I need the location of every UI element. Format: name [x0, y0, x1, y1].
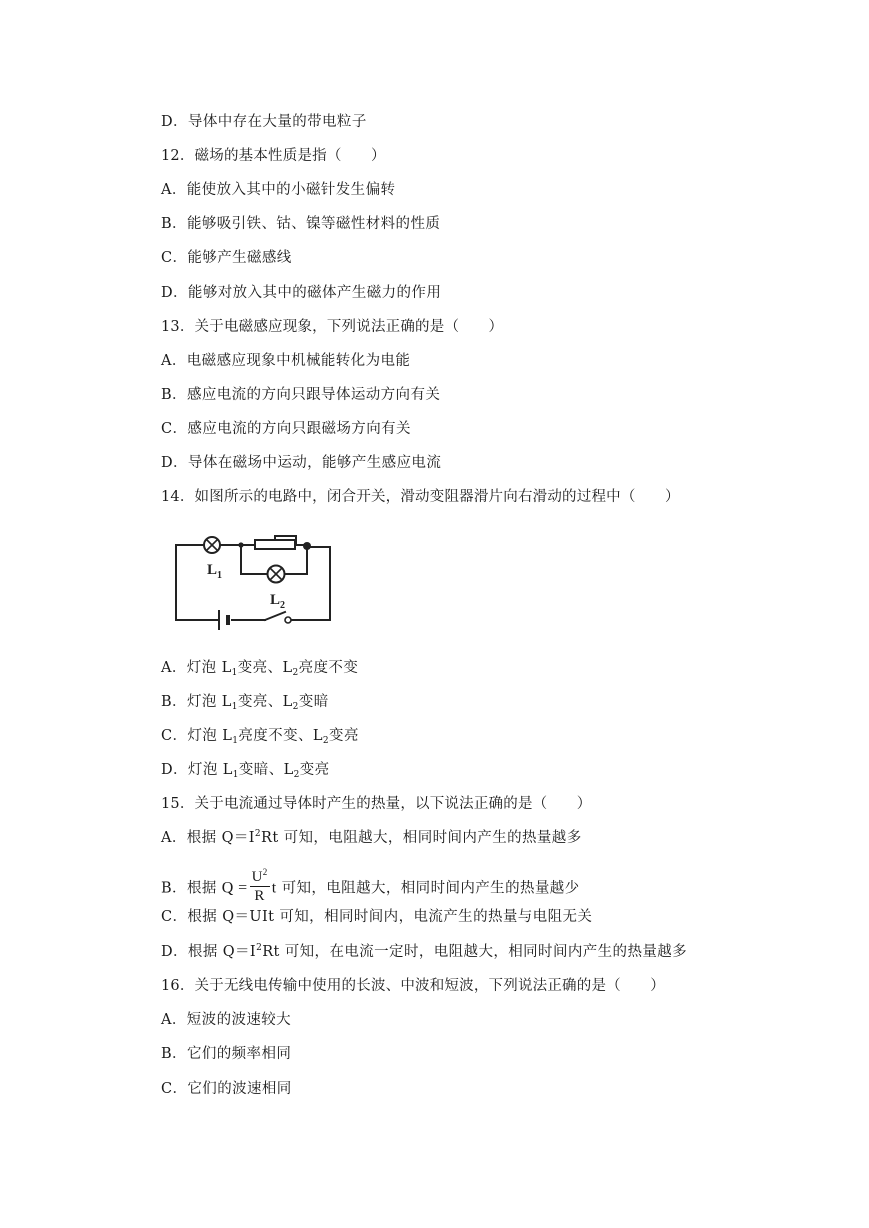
q15-stem: 15．关于电流通过导体时产生的热量，以下说法正确的是（ ）	[161, 796, 592, 812]
q16-option-a: A．短波的波速较大	[161, 1012, 292, 1028]
lamp-l1-sub: 1	[217, 570, 222, 581]
rheostat-icon	[255, 540, 295, 549]
q14-option-b: B．灯泡 $L_1$变亮、$L_2$变暗	[161, 694, 329, 712]
q14-stem: 14．如图所示的电路中，闭合开关，滑动变阻器滑片向右滑动的过程中（ ）	[161, 489, 680, 505]
fraction-u2-over-r: $\frac{U^2}{R}$	[251, 867, 268, 904]
q12-option-d: D．能够对放入其中的磁体产生磁力的作用	[161, 285, 442, 301]
q12-option-b: B．能够吸引铁、钴、镍等磁性材料的性质	[161, 216, 441, 232]
q13-option-d: D．导体在磁场中运动，能够产生感应电流	[161, 455, 442, 471]
q14-option-c: C．灯泡 $L_1$亮度不变、$L_2$变亮	[161, 728, 359, 746]
q16-option-c: C．它们的波速相同	[161, 1081, 292, 1097]
q14-option-d: D．灯泡 $L_1$变暗、$L_2$变亮	[161, 762, 330, 780]
lamp-l2-sub: 2	[280, 600, 285, 611]
q15-option-d: D．根据 $Q=I^2Rt$ 可知，在电流一定时，电阻越大，相同时间内产生的热量越多	[161, 943, 688, 960]
q12-option-a: A．能使放入其中的小磁针发生偏转	[161, 182, 396, 198]
q15-option-a: A．根据 $Q=I^2Rt$ 可知，电阻越大，相同时间内产生的热量越多	[161, 829, 582, 846]
q11-option-d: D．导体中存在大量的带电粒子	[161, 114, 367, 130]
lamp-l2-label: L	[270, 592, 281, 608]
q12-stem: 12．磁场的基本性质是指（ ）	[161, 148, 386, 164]
q12-option-c: C．能够产生磁感线	[161, 250, 292, 266]
q13-stem: 13．关于电磁感应现象，下列说法正确的是（ ）	[161, 319, 504, 335]
lamp-l2-icon	[268, 566, 285, 583]
circuit-diagram	[170, 528, 336, 640]
lamp-l1-label: L	[207, 562, 218, 578]
q16-option-b: B．它们的频率相同	[161, 1046, 292, 1062]
q15-option-c: C．根据 Q＝UIt 可知，相同时间内，电流产生的热量与电阻无关	[161, 909, 593, 925]
q13-option-c: C．感应电流的方向只跟磁场方向有关	[161, 421, 411, 437]
q16-stem: 16．关于无线电传输中使用的长波、中波和短波，下列说法正确的是（ ）	[161, 978, 665, 994]
lamp-l1-icon	[204, 537, 220, 553]
q13-option-b: B．感应电流的方向只跟导体运动方向有关	[161, 387, 441, 403]
q15-option-b: B．根据 Q = $\frac{U^2}{R}$ t 可知，电阻越大，相同时间内产生的热量越少	[161, 867, 580, 904]
q13-option-a: A．电磁感应现象中机械能转化为电能	[161, 353, 411, 369]
q14-option-a: A．灯泡 $L_1$变亮、$L_2$亮度不变	[161, 660, 359, 678]
